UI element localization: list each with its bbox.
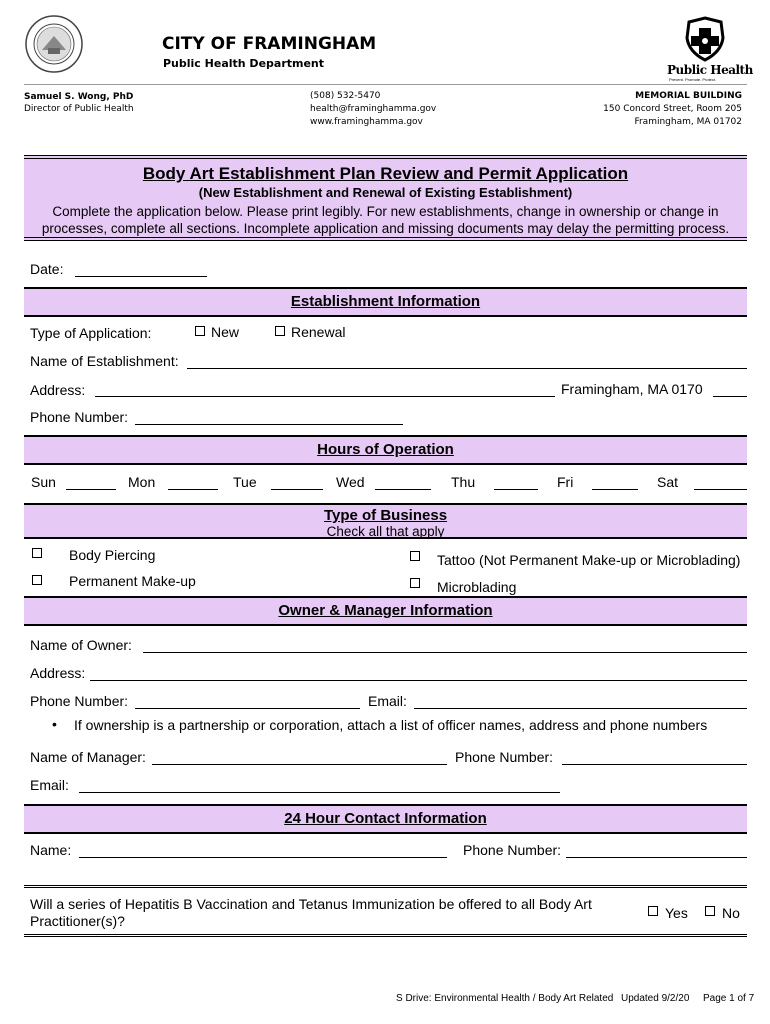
header-divider	[24, 84, 747, 85]
body-piercing-label: Body Piercing	[69, 547, 156, 563]
business-band	[24, 503, 747, 539]
owner-name-label: Name of Owner:	[30, 637, 132, 653]
ownership-note: If ownership is a partnership or corporation, attach a list of officer names, address and phone numbers	[74, 717, 708, 733]
ownership-note-bullet: •	[52, 716, 57, 732]
new-checkbox[interactable]	[195, 326, 205, 336]
manager-phone-field[interactable]	[562, 764, 747, 765]
owner-email-label: Email:	[368, 693, 407, 709]
header-email[interactable]: health@framinghamma.gov	[310, 104, 437, 114]
vaccination-question-line1: Will a series of Hepatitis B Vaccination and Tetanus Immunization be offered to all Body Art	[30, 896, 592, 912]
permanent-makeup-checkbox[interactable]	[32, 575, 42, 585]
contact-section-title: 24 Hour Contact Information	[284, 810, 487, 827]
hours-day-fri: Fri	[557, 474, 574, 490]
instructions-line1: Complete the application below. Please print legibly. For new establishments, change in ownership or change in	[52, 204, 719, 219]
official-title: Director of Public Health	[24, 104, 134, 114]
building-street: 150 Concord Street, Room 205	[603, 104, 742, 114]
manager-name-field[interactable]	[152, 764, 447, 765]
owner-address-label: Address:	[30, 665, 86, 681]
hours-day-sat: Sat	[657, 474, 679, 490]
building-city: Framingham, MA 01702	[634, 117, 742, 127]
hours-section-title: Hours of Operation	[317, 441, 454, 458]
microblading-label: Microblading	[437, 579, 517, 595]
renewal-option-label: Renewal	[291, 324, 346, 340]
vaccination-question-line2: Practitioner(s)?	[30, 913, 125, 929]
body-piercing-checkbox[interactable]	[32, 548, 42, 558]
instructions-line2: processes, complete all sections. Incomplete application and missing documents may delay the permitting process.	[41, 221, 730, 236]
date-field[interactable]	[75, 276, 207, 277]
vaccination-bottom-rule	[24, 934, 747, 937]
contact-phone-field[interactable]	[566, 857, 747, 858]
city-name: CITY OF FRAMINGHAM	[162, 34, 377, 54]
building-name: MEMORIAL BUILDING	[635, 91, 742, 101]
manager-name-label: Name of Manager:	[30, 749, 146, 765]
hours-fri-field[interactable]	[592, 489, 638, 490]
establishment-band	[24, 287, 747, 317]
footer-page-number: Page 1 of 7	[703, 993, 755, 1004]
hours-mon-field[interactable]	[168, 489, 218, 490]
owner-phone-label: Phone Number:	[30, 693, 129, 709]
vaccination-yes-checkbox[interactable]	[648, 906, 658, 916]
owner-name-field[interactable]	[143, 652, 747, 653]
contact-band	[24, 804, 747, 834]
official-name: Samuel S. Wong, PhD	[24, 92, 134, 102]
hours-day-thu: Thu	[451, 474, 476, 490]
hours-band	[24, 435, 747, 465]
contact-name-label: Name:	[30, 842, 72, 858]
city-seal	[24, 14, 84, 74]
zip-digit-field[interactable]	[713, 396, 747, 397]
hours-thu-field[interactable]	[494, 489, 538, 490]
contact-name-field[interactable]	[79, 857, 447, 858]
vaccination-top-rule	[24, 885, 747, 888]
date-label: Date:	[30, 261, 64, 277]
logo-text: Public Health	[667, 63, 753, 77]
establishment-section-title: Establishment Information	[290, 293, 481, 310]
hours-wed-field[interactable]	[375, 489, 431, 490]
application-type-label: Type of Application:	[30, 325, 152, 341]
hours-day-sun: Sun	[31, 474, 56, 490]
hours-day-tue: Tue	[233, 474, 257, 490]
footer-path: S Drive: Environmental Health / Body Art Related	[396, 993, 614, 1004]
owner-phone-field[interactable]	[135, 708, 360, 709]
hours-day-wed: Wed	[336, 474, 365, 490]
header-phone: (508) 532-5470	[310, 91, 381, 101]
owner-address-field[interactable]	[90, 680, 747, 681]
permanent-makeup-label: Permanent Make-up	[69, 573, 196, 589]
manager-email-field[interactable]	[79, 792, 560, 793]
establishment-name-label: Name of Establishment:	[30, 353, 179, 369]
vaccination-yes-label: Yes	[665, 905, 688, 921]
establishment-phone-field[interactable]	[135, 424, 403, 425]
logo-tagline: Prevent. Promote. Protect.	[669, 77, 717, 82]
form-title: Body Art Establishment Plan Review and Permit Application	[142, 164, 629, 183]
form-subtitle: (New Establishment and Renewal of Existing Establishment)	[198, 185, 573, 200]
establishment-name-field[interactable]	[187, 368, 747, 369]
shield-icon	[663, 14, 747, 64]
footer-updated: Updated 9/2/20	[621, 993, 690, 1004]
header-website[interactable]: www.framinghamma.gov	[310, 117, 423, 127]
vaccination-no-label: No	[722, 905, 740, 921]
microblading-checkbox[interactable]	[410, 578, 420, 588]
public-health-logo	[663, 14, 753, 84]
vaccination-no-checkbox[interactable]	[705, 906, 715, 916]
business-subtitle: Check all that apply	[326, 524, 445, 539]
new-option-label: New	[211, 324, 240, 340]
hours-sat-field[interactable]	[694, 489, 747, 490]
business-section-title: Type of Business	[323, 507, 448, 524]
owner-band	[24, 596, 747, 626]
hours-tue-field[interactable]	[271, 489, 323, 490]
contact-phone-label: Phone Number:	[463, 842, 562, 858]
establishment-address-label: Address:	[30, 382, 86, 398]
manager-phone-label: Phone Number:	[455, 749, 554, 765]
owner-email-field[interactable]	[414, 708, 747, 709]
tattoo-checkbox[interactable]	[410, 551, 420, 561]
hours-sun-field[interactable]	[66, 489, 116, 490]
hours-day-mon: Mon	[128, 474, 156, 490]
manager-email-label: Email:	[30, 777, 69, 793]
establishment-phone-label: Phone Number:	[30, 409, 129, 425]
address-city-suffix: Framingham, MA 0170	[561, 381, 703, 397]
establishment-address-field[interactable]	[95, 396, 555, 397]
tattoo-label: Tattoo (Not Permanent Make-up or Microblading)	[437, 552, 741, 568]
owner-section-title: Owner & Manager Information	[278, 602, 493, 619]
department-name: Public Health Department	[163, 57, 325, 70]
renewal-checkbox[interactable]	[275, 326, 285, 336]
title-band	[24, 155, 747, 241]
